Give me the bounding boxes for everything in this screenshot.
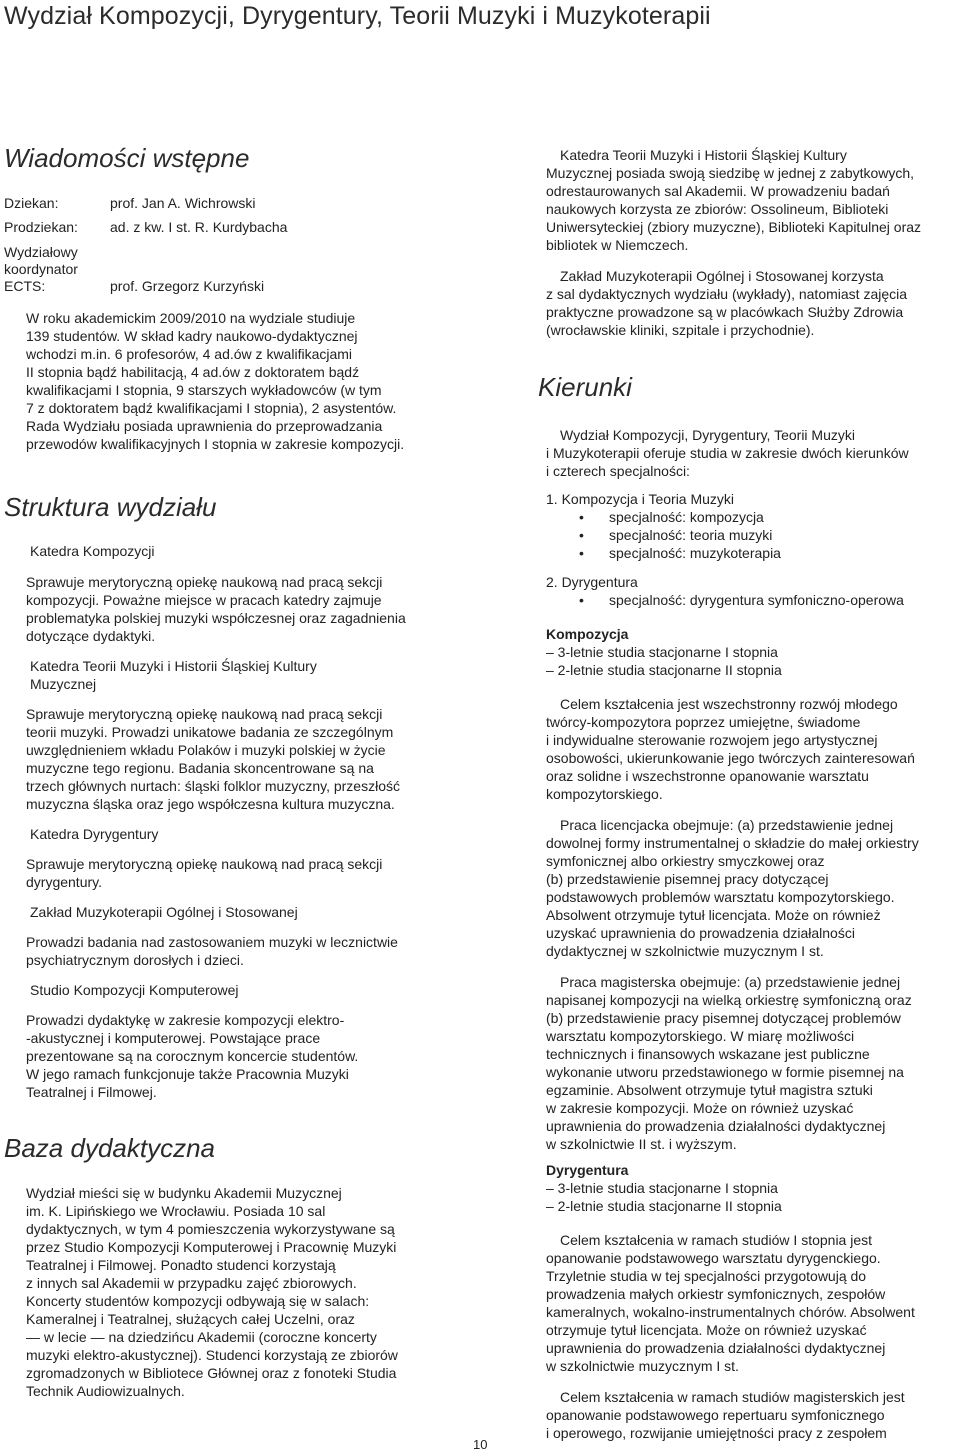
kompozycja-p3: Praca magisterska obejmuje: (a) przedstawienie jednej napisanej kompozycji na wielką orkiestrę symfoniczną oraz (b) przedstawienie pracy pisemnej dotyczącej problemów warsztatu kompozytorskiego. W miarę możliwości technicznych i finansowych wskazane jest publiczne wykonanie utworu przedstawionego w formie pisemnej na egzaminie. Absolwent otrzymuje tytuł magistra sztuki w zakresie kompozycji. Może on również uzyskać uprawnienia do prowadzenia działalności dydaktycznej w szkolnictwie II st. i wyższym.	[546, 974, 912, 1152]
spec-item: • specjalność: kompozycja	[546, 508, 956, 526]
kompozycja-p1: Celem kształcenia jest wszechstronny rozwój młodego twórcy-kompozytora poprzez umiejętne, świadome i indywidualne sterowanie rozwojem jego artystycznej osobowości, ukierunkowanie jego twórczych zainteresowań oraz solidne i wszechstronne opanowanie warsztatu kompozytorskiego.	[546, 696, 915, 802]
majors-section-title: Kierunki	[538, 372, 632, 402]
faculty-authorities	[4, 195, 434, 295]
major-1-specs	[546, 508, 956, 562]
intro-text	[4, 309, 440, 453]
prodean-label: Prodziekan:	[4, 219, 78, 235]
level-item: – 3-letnie studia stacjonarne I stopnia	[546, 644, 778, 660]
right-intro-text	[546, 146, 956, 339]
unit-heading: Katedra Teorii Muzyki i Historii Śląskiej Kultury Muzycznej	[30, 658, 317, 692]
unit-katedra-dyrygentury	[4, 825, 440, 891]
unit-text: Prowadzi dydaktykę w zakresie kompozycji elektro- -akustycznej i komputerowej. Powstające prace prezentowane są na corocznym koncercie studentów. W jego ramach funkcjonuje także Pracownia Muzyki Teatralnej i Filmowej.	[26, 1012, 359, 1100]
kompozycja-block	[546, 625, 956, 1153]
unit-text: Prowadzi badania nad zastosowaniem muzyki w lecznictwie psychiatrycznym dorosłych i dzieci.	[26, 934, 398, 968]
unit-text: Sprawuje merytoryczną opiekę naukową nad pracą sekcji teorii muzyki. Prowadzi unikatowe badania ze szczególnym uwzględnieniem wkładu Polaków i muzyki polskiej w życie muzyczne tego regionu. Badania skoncentrowane są na trzech głównych nurtach: śląski folklor muzyczny, przeszłość muzyczna śląska oraz jego współczesna kultura muzyczna.	[26, 706, 400, 812]
major-2-title: 2. Dyrygentura	[546, 574, 638, 590]
dean-row	[4, 195, 434, 219]
dyrygentura-heading: Dyrygentura	[546, 1162, 629, 1178]
kompozycja-heading: Kompozycja	[546, 626, 629, 642]
unit-zaklad-muzykoterapii	[4, 903, 440, 969]
unit-text: Sprawuje merytoryczną opiekę naukową nad pracą sekcji dyrygentury.	[26, 856, 383, 890]
intro-paragraph: W roku akademickim 2009/2010 na wydziale studiuje 139 studentów. W skład kadry naukowo-dydaktycznej wchodzi m.in. 6 profesorów, 4 ad.ów z kwalifikacjami II stopnia bądź habilitacją, 4 ad.ów z doktoratem bądź kwalifikacjami I stopnia, 9 starszych wykładowców (w tym 7 z doktoratem bądź kwalifikacjami I stopnia), 2 asystentów. Rada Wydziału posiada uprawnienia do przeprowadzania przewodów kwalifikacyjnych I stopnia w zakresie kompozycji.	[26, 310, 405, 452]
unit-heading: Katedra Dyrygentury	[30, 826, 159, 842]
unit-heading: Zakład Muzykoterapii Ogólnej i Stosowanej	[30, 904, 298, 920]
structure-section-title: Struktura wydziału	[4, 492, 217, 522]
unit-heading: Studio Kompozycji Komputerowej	[30, 982, 239, 998]
unit-katedra-kompozycji	[4, 542, 440, 645]
dyrygentura-levels	[546, 1179, 956, 1215]
kompozycja-p2: Praca licencjacka obejmuje: (a) przedstawienie jednej dowolnej formy instrumentalnej o składzie do małej orkiestry symfonicznej albo orkiestry smyczkowej oraz (b) przedstawienie pisemnej pracy dotyczącej podstawowych problemów warsztatu kompozytorskiego. Absolwent otrzymuje tytuł licencjata. Może on również uzyskać uprawnienia do prowadzenia działalności dydaktycznej w szkolnictwie muzycznym I st.	[546, 817, 919, 959]
unit-heading: Katedra Kompozycji	[30, 543, 155, 559]
spec-item: • specjalność: muzykoterapia	[546, 544, 956, 562]
majors-intro-paragraph: Wydział Kompozycji, Dyrygentury, Teorii Muzyki i Muzykoterapii oferuje studia w zakresie dwóch kierunków i czterech specjalności:	[546, 427, 909, 479]
structure-units	[4, 542, 440, 1101]
dean-label: Dziekan:	[4, 195, 59, 211]
prodean-row	[4, 219, 434, 244]
dyrygentura-block	[546, 1161, 956, 1442]
ects-label: Wydziałowy koordynator ECTS:	[4, 244, 78, 294]
dyrygentura-p1: Celem kształcenia w ramach studiów I stopnia jest opanowanie podstawowego warsztatu dyrygenckiego. Trzyletnie studia w tej specjalności przygotowują do prowadzenia małych orkiestr symfonicznych, zespołów kameralnych, wokalno-instrumentalnych chórów. Absolwent otrzymuje tytuł licencjata. Może on również uzyskać uprawnienia do prowadzenia działalności dydaktycznej w szkolnictwie muzycznym I st.	[546, 1232, 915, 1374]
prodean-value: ad. z kw. I st. R. Kurdybacha	[110, 219, 288, 235]
base-section-title: Baza dydaktyczna	[4, 1133, 216, 1163]
spec-item: • specjalność: dyrygentura symfoniczno-operowa	[546, 591, 956, 609]
bullet-icon: •	[579, 509, 584, 525]
base-paragraph: Wydział mieści się w budynku Akademii Muzycznej im. K. Lipińskiego we Wrocławiu. Posiada 10 sal dydaktycznych, w tym 4 pomieszczenia wykorzystywane są przez Studio Kompozycji Komputerowej i Pracownię Muzyki Teatralnej i Filmowej. Ponadto studenci korzystają z innych sal Akademii w przypadku zajęć zbiorowych. Koncerty studentów kompozycji odbywają się w salach: Kameralnej i Teatralnej, służących całej Uczelni, oraz — w lecie — na dziedzińcu Akademii (coroczne koncerty muzyki elektro-akustycznej). Studenci korzystają ze zbiorów zgromadzonych w Bibliotece Głównej oraz z fonoteki Studia Technik Audiowizualnych.	[26, 1185, 398, 1399]
majors-list	[546, 490, 956, 609]
ects-row	[4, 244, 434, 295]
unit-katedra-teorii	[4, 657, 440, 813]
spec-item: • specjalność: teoria muzyki	[546, 526, 956, 544]
base-text	[4, 1184, 440, 1400]
right-intro-p1: Katedra Teorii Muzyki i Historii Śląskiej Kultury Muzycznej posiada swoją siedzibę w jednej z zabytkowych, odrestaurowanych sal Akademii. W prowadzeniu badań naukowych korzysta ze zbiorów: Ossolineum, Biblioteki Uniwersyteckiej (zbiory muzyczne), Biblioteki Kapitulnej oraz bibliotek w Niemczech.	[546, 147, 922, 253]
unit-studio-kompozycji	[4, 981, 440, 1101]
major-2-specs	[546, 591, 956, 609]
bullet-icon: •	[579, 527, 584, 543]
bullet-icon: •	[579, 545, 584, 561]
level-item: – 3-letnie studia stacjonarne I stopnia	[546, 1180, 778, 1196]
kompozycja-levels	[546, 643, 956, 679]
major-1-title: 1. Kompozycja i Teoria Muzyki	[546, 491, 735, 507]
majors-intro	[546, 426, 956, 480]
page-title: Wydział Kompozycji, Dyrygentury, Teorii Muzyki i Muzykoterapii	[4, 2, 711, 30]
ects-value: prof. Grzegorz Kurzyński	[110, 278, 265, 294]
page-number: 10	[473, 1437, 488, 1452]
bullet-icon: •	[579, 592, 584, 608]
intro-section-title: Wiadomości wstępne	[4, 143, 250, 173]
level-item: – 2-letnie studia stacjonarne II stopnia	[546, 662, 782, 678]
level-item: – 2-letnie studia stacjonarne II stopnia	[546, 1198, 782, 1214]
dean-value: prof. Jan A. Wichrowski	[110, 195, 256, 211]
unit-text: Sprawuje merytoryczną opiekę naukową nad pracą sekcji kompozycji. Poważne miejsce w pracach katedry zajmuje problematyka polskiej muzyki współczesnej oraz zagadnienia dotyczące dydaktyki.	[26, 574, 406, 644]
right-intro-p2: Zakład Muzykoterapii Ogólnej i Stosowanej korzysta z sal dydaktycznych wydziału (wykłady), natomiast zajęcia praktyczne prowadzone są w placówkach Służby Zdrowia (wrocławskie kliniki, szpitale i przychodnie).	[546, 268, 908, 338]
dyrygentura-p2: Celem kształcenia w ramach studiów magisterskich jest opanowanie podstawowego repertuaru symfonicznego i operowego, rozwijanie umiejętności pracy z zespołem	[546, 1389, 905, 1441]
